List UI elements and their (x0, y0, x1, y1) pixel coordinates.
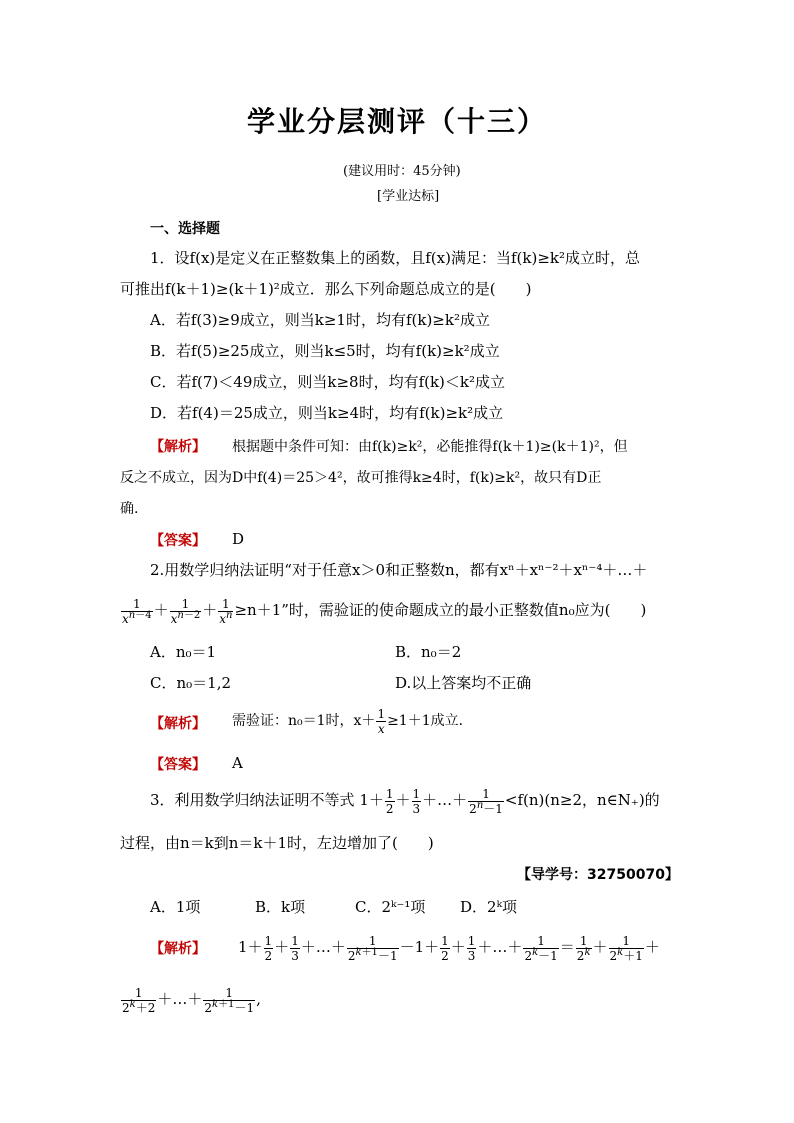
part-heading: 一、选择题 (150, 221, 220, 237)
q3-analysis-formula-line2: $\frac{1}{2^k+2}$ ＋…＋ $\frac{1}{2^{k+1}-1}$ , (122, 985, 261, 1015)
fraction-1-over-2n-1: $\frac{1}{2^n-1}$ (469, 786, 503, 816)
q1-answer-label: 【答案】 (150, 533, 206, 549)
q2-answer: A (232, 754, 243, 772)
frac-a1: $\frac{1}{2}$ (264, 933, 273, 963)
q2-option-c: C．n₀＝1,2 (150, 674, 232, 692)
q2-analysis-tail: ≥1＋1成立． (387, 713, 473, 729)
section-label: [学业达标] (377, 189, 440, 204)
fraction-1-over-x-n: $\frac{1}{x^n}$ (219, 596, 233, 626)
q1-line1: 1．设f(x)是定义在正整数集上的函数，且f(x)满足：当f(k)≥k²成立时，总 (150, 249, 640, 267)
q1-answer: D (232, 530, 245, 548)
fraction-1-over-x-n-2: $\frac{1}{x^{n-2}}$ (170, 596, 201, 626)
recommended-time: (建议用时：45分钟) (343, 164, 461, 179)
q2-option-a: A．n₀＝1 (150, 643, 217, 661)
q1-analysis-line2: 反之不成立，因为D中f(4)＝25＞4²，故可推得k≥4时，f(k)≥k²，故只有D正 (120, 470, 602, 486)
q3-option-a: A．1项 (150, 898, 201, 916)
q3-option-d: D．2ᵏ项 (460, 898, 518, 916)
q3-line1-tail: <f(n)(n≥2，n∈N₊)的 (504, 791, 660, 809)
frac-a2: $\frac{1}{3}$ (291, 933, 299, 963)
q2-analysis-head: 需验证：n₀＝1时，x＋ (232, 713, 376, 729)
q2-analysis (232, 703, 473, 739)
q2-answer-label: 【答案】 (150, 757, 206, 773)
q3-analysis-formula-line1: 1＋ $\frac{1}{2}$ ＋ $\frac{1}{3}$ ＋…＋ $\frac{1}{2^{k+1}-1}$ －1＋ $\frac{1}{2}$ ＋ $\frac{1}{3}$ ＋…＋ $\frac{1}{2^k-1}$ ＝ $\frac{1}{2^k}$ ＋ $\frac{1}{2^k+1}$ ＋ (238, 933, 660, 963)
q1-line2: 可推出f(k＋1)≥(k＋1)²成立．那么下列命题总成立的是( ) (120, 280, 532, 298)
q1-option-b: B．若f(5)≥25成立，则当k≤5时，均有f(k)≥k²成立 (150, 342, 500, 360)
fraction-1-over-3: $\frac{1}{3}$ (412, 786, 421, 816)
q1-analysis-label: 【解析】 (150, 439, 206, 455)
q3-line2: 过程，由n＝k到n＝k＋1时，左边增加了( ) (120, 834, 434, 852)
q3-line1-head: 3．利用数学归纳法证明不等式 1＋ (150, 791, 384, 809)
q1-option-c: C．若f(7)＜49成立，则当k≥8时，均有f(k)＜k²成立 (150, 373, 506, 391)
page-title: 学业分层测评（十三） (247, 105, 548, 138)
q3-option-b: B．k项 (255, 898, 306, 916)
q1-option-a: A．若f(3)≥9成立，则当k≥1时，均有f(k)≥k²成立 (150, 311, 490, 329)
q3-line1: 3．利用数学归纳法证明不等式 1＋ $\frac{1}{2}$ ＋ $\frac{1}{3}$ ＋…＋ $\frac{1}{2^n-1}$ <f(n)(n≥2，n∈N₊)的 (150, 786, 660, 816)
q2-option-d: D.以上答案均不正确 (395, 674, 532, 692)
fraction-1-over-x: $\frac{1}{x}$ (377, 706, 386, 736)
q1-option-d: D．若f(4)＝25成立，则当k≥4时，均有f(k)≥k²成立 (150, 404, 504, 422)
q3-analysis-label: 【解析】 (150, 941, 206, 957)
frac-a6: $\frac{1}{2^k-1}$ (524, 933, 558, 963)
frac-a5: $\frac{1}{3}$ (467, 933, 476, 963)
q3-option-c: C．2ᵏ⁻¹项 (355, 898, 426, 916)
q2-analysis-label: 【解析】 (150, 716, 206, 732)
q2-line2-tail: ≥n＋1”时，需验证的使命题成立的最小正整数值n₀应为( ) (234, 601, 647, 619)
fraction-1-over-x-n-4: $\frac{1}{x^{n-4}}$ (122, 596, 152, 626)
q2-option-b: B．n₀＝2 (395, 643, 462, 661)
frac-b1: $\frac{1}{2^k+2}$ (122, 985, 156, 1015)
frac-a7: $\frac{1}{2^k}$ (576, 933, 591, 963)
frac-a4: $\frac{1}{2}$ (441, 933, 449, 963)
frac-a3: $\frac{1}{2^{k+1}-1}$ (347, 933, 398, 963)
q1-analysis-line3: 确. (120, 501, 139, 517)
fraction-1-over-2: $\frac{1}{2}$ (385, 786, 394, 816)
frac-b2: $\frac{1}{2^{k+1}-1}$ (204, 985, 255, 1015)
frac-a8: $\frac{1}{2^k+1}$ (609, 933, 643, 963)
guide-number: 【导学号：32750070】 (517, 867, 679, 883)
q2-line2: $\frac{1}{x^{n-4}}$ ＋ $\frac{1}{x^{n-2}}$ ＋ $\frac{1}{x^n}$ ≥n＋1”时，需验证的使命题成立的最小正整数值n₀应为( ) (122, 596, 647, 626)
q2-line1: 2.用数学归纳法证明“对于任意x＞0和正整数n，都有xⁿ＋xⁿ⁻²＋xⁿ⁻⁴＋…＋ (150, 561, 648, 579)
q1-analysis-line1: 根据题中条件可知：由f(k)≥k²，必能推得f(k＋1)≥(k＋1)²，但 (232, 439, 628, 455)
